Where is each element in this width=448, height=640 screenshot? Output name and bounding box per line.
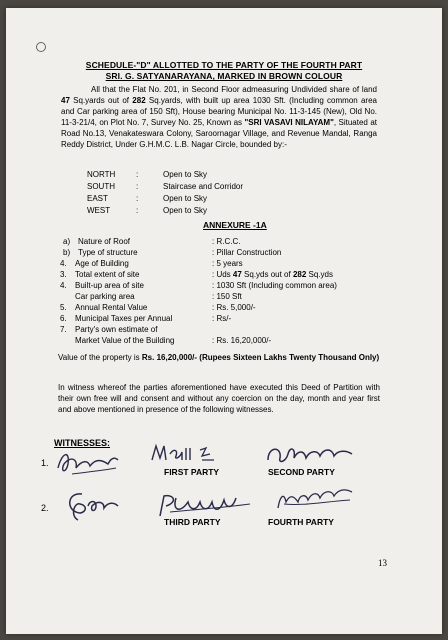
page-number: 13 (378, 558, 387, 568)
annexure-label: Type of structure (78, 248, 138, 257)
annexure-label: Age of Building (75, 259, 129, 268)
annexure-num: 7. (60, 325, 67, 334)
annexure-num: a) (63, 237, 71, 246)
boundary-sep: : (136, 170, 139, 179)
first-party-signature (148, 442, 228, 468)
annexure-value: : 5 years (212, 259, 243, 268)
annexure-label: Built-up area of site (75, 281, 144, 290)
boundary-sep: : (136, 194, 139, 203)
boundary-sep: : (136, 206, 139, 215)
annexure-value: : Rs. 5,000/- (212, 303, 256, 312)
witness-1-signature (52, 446, 122, 480)
annexure-label: Total extent of site (75, 270, 140, 279)
annexure-value: : Rs. 16,20,000/- (212, 336, 272, 345)
annexure-value: : R.C.C. (212, 237, 241, 246)
punch-hole-mark (36, 42, 46, 52)
annexure-title: ANNEXURE -1A (203, 220, 267, 230)
third-party-signature (150, 490, 260, 522)
boundary-value: Open to Sky (163, 170, 208, 179)
first-party-label: FIRST PARTY (164, 467, 220, 477)
boundary-value: Open to Sky (163, 194, 208, 203)
third-party-label: THIRD PARTY (164, 517, 221, 527)
boundary-sep: : (136, 182, 139, 191)
annexure-num: 6. (60, 314, 67, 323)
schedule-title: SCHEDULE-"D" ALLOTTED TO THE PARTY OF THE FOURTH PART (85, 60, 363, 70)
annexure-num: 4. (60, 281, 67, 290)
annexure-num: 5. (60, 303, 67, 312)
annexure-label: Market Value of the Building (75, 336, 175, 345)
boundary-value: Staircase and Corridor (163, 182, 244, 191)
witnesses-heading: WITNESSES: (54, 438, 111, 448)
witness-clause: In witness whereof the parties aforementioned have executed this Deed of Partition with their own free will and consent and without any coercion on the day, month and year first and above mentioned in presence of the following witnesses. (58, 383, 380, 414)
boundary-dir: SOUTH (87, 182, 115, 191)
annexure-value: : Uds 47 Sq.yds out of 282 Sq.yds (212, 270, 333, 279)
annexure-num: 4. (60, 259, 67, 268)
annexure-label: Municipal Taxes per Annual (75, 314, 173, 323)
witness-number: 1. (41, 458, 49, 468)
annexure-value: : Pillar Construction (212, 248, 282, 257)
witness-number: 2. (41, 503, 49, 513)
annexure-label: Car parking area (75, 292, 135, 301)
boundary-dir: WEST (87, 206, 111, 215)
annexure-value: : 150 Sft (212, 292, 242, 301)
boundary-dir: EAST (87, 194, 108, 203)
second-party-label: SECOND PARTY (268, 467, 335, 477)
property-description: All that the Flat No. 201, in Second Floor admeasuring Undivided share of land 47 Sq.yards out of 282 Sq.yards, with built up area 1030 Sft. (Including common area and Car parking area of 150 Sft), House bearing Municipal No. 11-3-145 (New), Old No. 11-3-21/4, on Plot No. 7, Survey No. 25, Known as "SRI VASAVI NILAYAM", Situated at Road No.13, Venakateswara Colony, Saroornagar Village, and Revenue Mandal, Ranga Reddy District, Under G.H.M.C. L.B. Nagar Circle, bounded by:- (61, 85, 377, 149)
fourth-party-signature (272, 484, 362, 514)
fourth-party-label: FOURTH PARTY (268, 517, 334, 527)
second-party-signature (262, 440, 362, 468)
witness-2-signature (60, 486, 130, 526)
annexure-value: : 1030 Sft (Including common area) (212, 281, 337, 290)
property-valuation: Value of the property is Rs. 16,20,000/- (Rupees Sixteen Lakhs Twenty Thousand Only) (58, 353, 380, 362)
annexure-label: Nature of Roof (78, 237, 131, 246)
annexure-num: 3. (60, 270, 67, 279)
annexure-num: b) (63, 248, 71, 257)
schedule-subtitle: SRI. G. SATYANARAYANA, MARKED IN BROWN COLOUR (105, 71, 343, 81)
boundary-value: Open to Sky (163, 206, 208, 215)
annexure-label: Annual Rental Value (75, 303, 148, 312)
annexure-value: : Rs/- (212, 314, 232, 323)
boundary-dir: NORTH (87, 170, 116, 179)
annexure-label: Party's own estimate of (75, 325, 158, 334)
